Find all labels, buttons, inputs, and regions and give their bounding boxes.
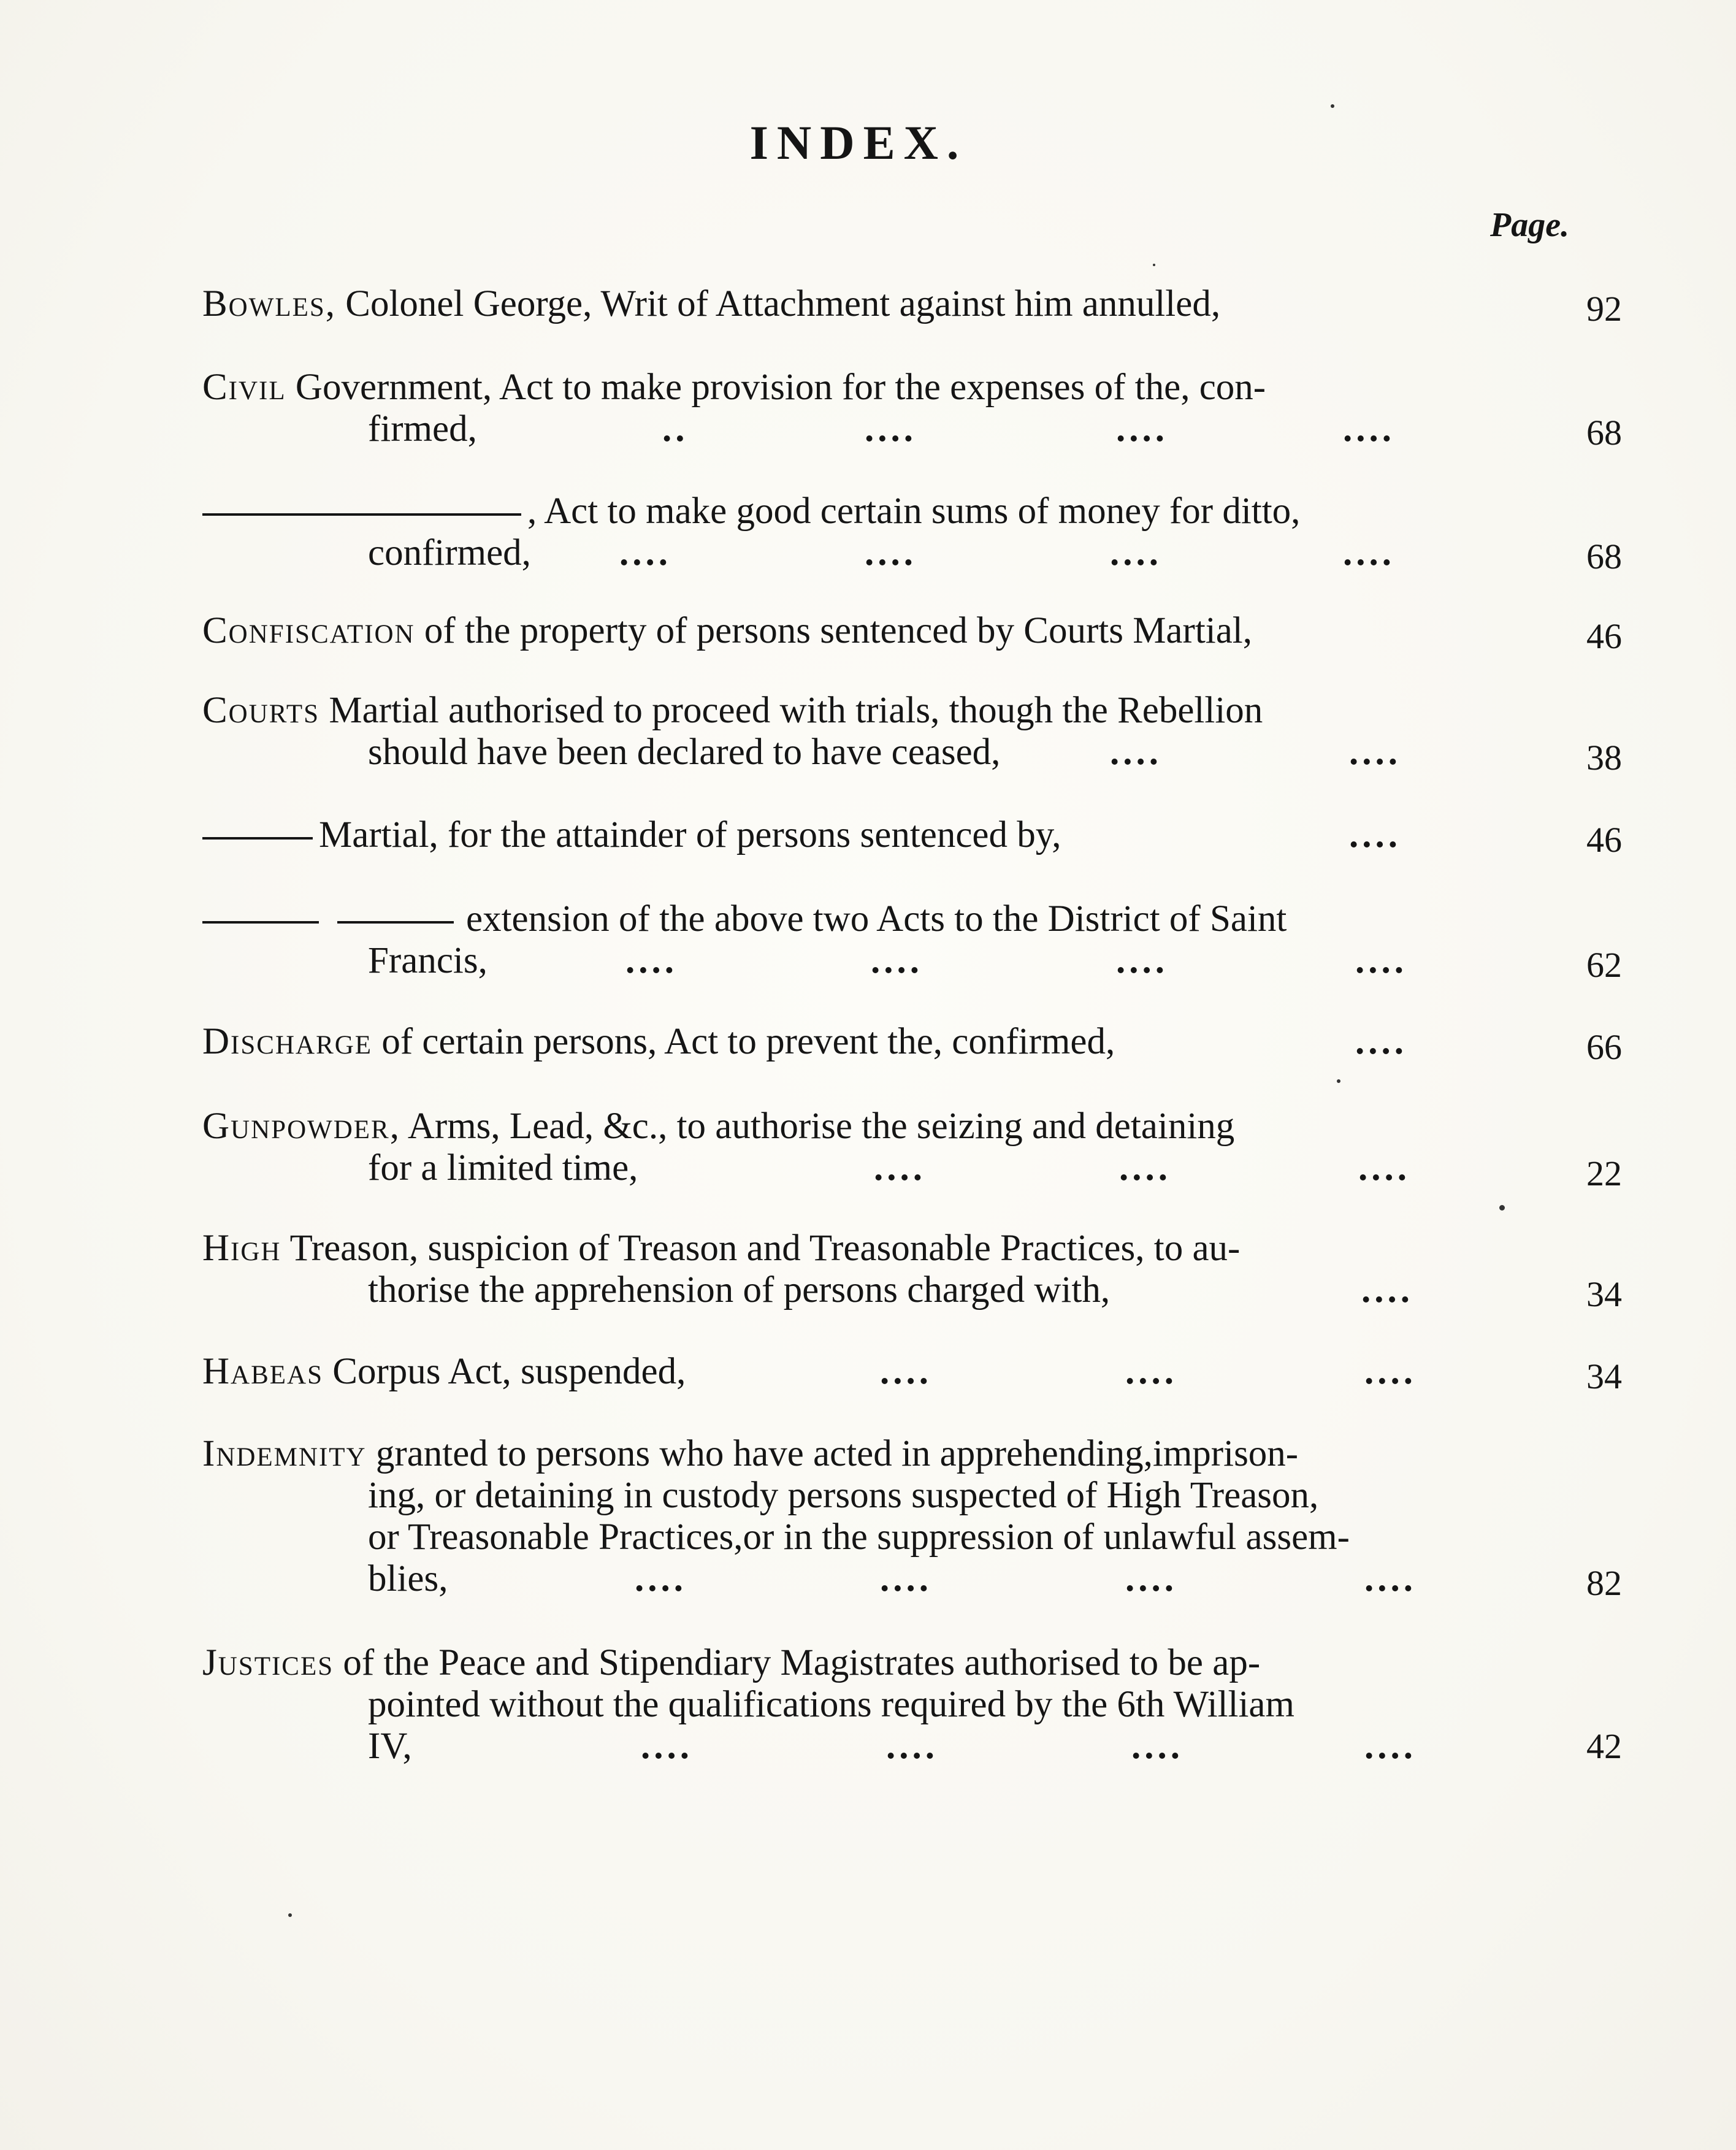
ditto-rule — [202, 837, 313, 840]
entry-text: thorise the apprehension of persons charged with, — [368, 1269, 1111, 1310]
paper-speck — [1499, 1205, 1505, 1211]
dot-leader: .... — [1343, 532, 1395, 573]
ditto-rule — [202, 921, 319, 924]
paper-speck — [1153, 264, 1155, 266]
page-number: 62 — [1586, 945, 1622, 985]
entry-text: of certain persons, Act to prevent the, confirmed, — [381, 1021, 1115, 1062]
dot-leader: .... — [1125, 1558, 1177, 1599]
dot-leader: .... — [880, 1558, 932, 1599]
dot-leader: .... — [641, 1726, 693, 1767]
entry-text: Francis, — [368, 940, 488, 981]
entry-text: or Treasonable Practices,or in the suppression of unlawful assem- — [368, 1517, 1350, 1558]
dot-leader: .... — [619, 532, 671, 573]
entry-text: Martial authorised to proceed with trials, though the Rebellion — [329, 690, 1263, 731]
dot-leader: .... — [1364, 1726, 1417, 1767]
dot-leader: .... — [1343, 408, 1395, 450]
entry-head: Discharge — [202, 1021, 373, 1062]
paper-speck — [1331, 104, 1334, 108]
page-number: 68 — [1586, 537, 1622, 576]
entry-head: Confiscation — [202, 610, 415, 651]
dot-leader: .... — [1116, 940, 1168, 981]
dot-leader: .... — [1119, 1147, 1171, 1188]
paper-speck — [1337, 1079, 1340, 1083]
dot-leader: .... — [871, 940, 923, 981]
page-number: 42 — [1586, 1726, 1622, 1766]
dot-leader: .... — [1349, 814, 1401, 855]
entry-text: of the property of persons sentenced by Courts Martial, — [424, 610, 1252, 651]
dot-leader: .... — [1364, 1351, 1417, 1392]
dot-leader: .... — [1355, 940, 1407, 981]
entry-head: Civil — [202, 367, 286, 408]
page-number: 66 — [1586, 1027, 1622, 1067]
page-number: 38 — [1586, 738, 1622, 778]
entry-head: Justices — [202, 1642, 334, 1683]
dot-leader: .... — [874, 1147, 926, 1188]
paper-speck — [288, 1913, 292, 1917]
dot-leader: .... — [1131, 1726, 1183, 1767]
entry-text: for a limited time, — [368, 1147, 638, 1188]
ditto-rule — [337, 921, 454, 924]
dot-leader: .... — [1125, 1351, 1177, 1392]
page-number: 46 — [1586, 616, 1622, 656]
entry-text: firmed, — [368, 408, 477, 450]
page-number: 82 — [1586, 1563, 1622, 1603]
page-number: 34 — [1586, 1356, 1622, 1396]
dot-leader: .... — [1349, 732, 1401, 773]
entry-head: Courts — [202, 690, 320, 731]
dot-leader: .... — [865, 408, 917, 450]
entry-text: IV, — [368, 1726, 412, 1767]
dot-leader: .... — [1361, 1269, 1413, 1310]
page-title: INDEX. — [749, 116, 968, 169]
entry-text: blies, — [368, 1558, 448, 1599]
entry-text: Treason, suspicion of Treason and Treasonable Practices, to au- — [289, 1228, 1241, 1269]
entry-text: Corpus Act, suspended, — [332, 1351, 686, 1392]
dot-leader: .... — [1110, 732, 1162, 773]
entry-text: Colonel George, Writ of Attachment against him annulled, — [345, 283, 1221, 324]
entry-text: ing, or detaining in custody persons suspected of High Treason, — [368, 1475, 1319, 1516]
ditto-rule — [202, 513, 521, 516]
dot-leader: .... — [1364, 1558, 1417, 1599]
entry-text: should have been declared to have ceased, — [368, 732, 1001, 773]
entry-head: Bowles, — [202, 283, 337, 324]
dot-leader: .... — [1355, 1021, 1407, 1062]
page-number: 92 — [1586, 289, 1622, 329]
dot-leader: .... — [865, 532, 917, 573]
page-column-header: Page. — [1490, 206, 1570, 244]
entry-text: Arms, Lead, &c., to authorise the seizing and detaining — [407, 1106, 1235, 1147]
entry-text: extension of the above two Acts to the District of Saint — [466, 898, 1287, 939]
dot-leader: .... — [1116, 408, 1168, 450]
dot-leader: .... — [1110, 532, 1162, 573]
entry-text: confirmed, — [368, 532, 531, 573]
page-number: 34 — [1586, 1274, 1622, 1314]
dot-leader: .... — [625, 940, 678, 981]
entry-text: of the Peace and Stipendiary Magistrates authorised to be ap- — [343, 1642, 1261, 1683]
entry-head: Habeas — [202, 1351, 324, 1392]
entry-text: Martial, for the attainder of persons sentenced by, — [319, 814, 1061, 855]
dot-leader: .... — [880, 1351, 932, 1392]
entry-text: , Act to make good certain sums of money for ditto, — [527, 491, 1301, 532]
page-number: 68 — [1586, 413, 1622, 453]
dot-leader: .... — [1358, 1147, 1410, 1188]
page-number: 22 — [1586, 1153, 1622, 1193]
entry-head: Indemnity — [202, 1433, 367, 1474]
page-number: 46 — [1586, 820, 1622, 860]
dot-leader: .... — [635, 1558, 687, 1599]
entry-text: granted to persons who have acted in apprehending,imprison- — [375, 1433, 1299, 1474]
dot-leader: .. — [662, 408, 689, 450]
entry-head: Gunpowder, — [202, 1106, 400, 1147]
entry-text: Government, Act to make provision for the expenses of the, con- — [295, 367, 1266, 408]
entry-head: High — [202, 1228, 281, 1269]
dot-leader: .... — [886, 1726, 938, 1767]
entry-text: pointed without the qualifications required by the 6th William — [368, 1684, 1294, 1725]
